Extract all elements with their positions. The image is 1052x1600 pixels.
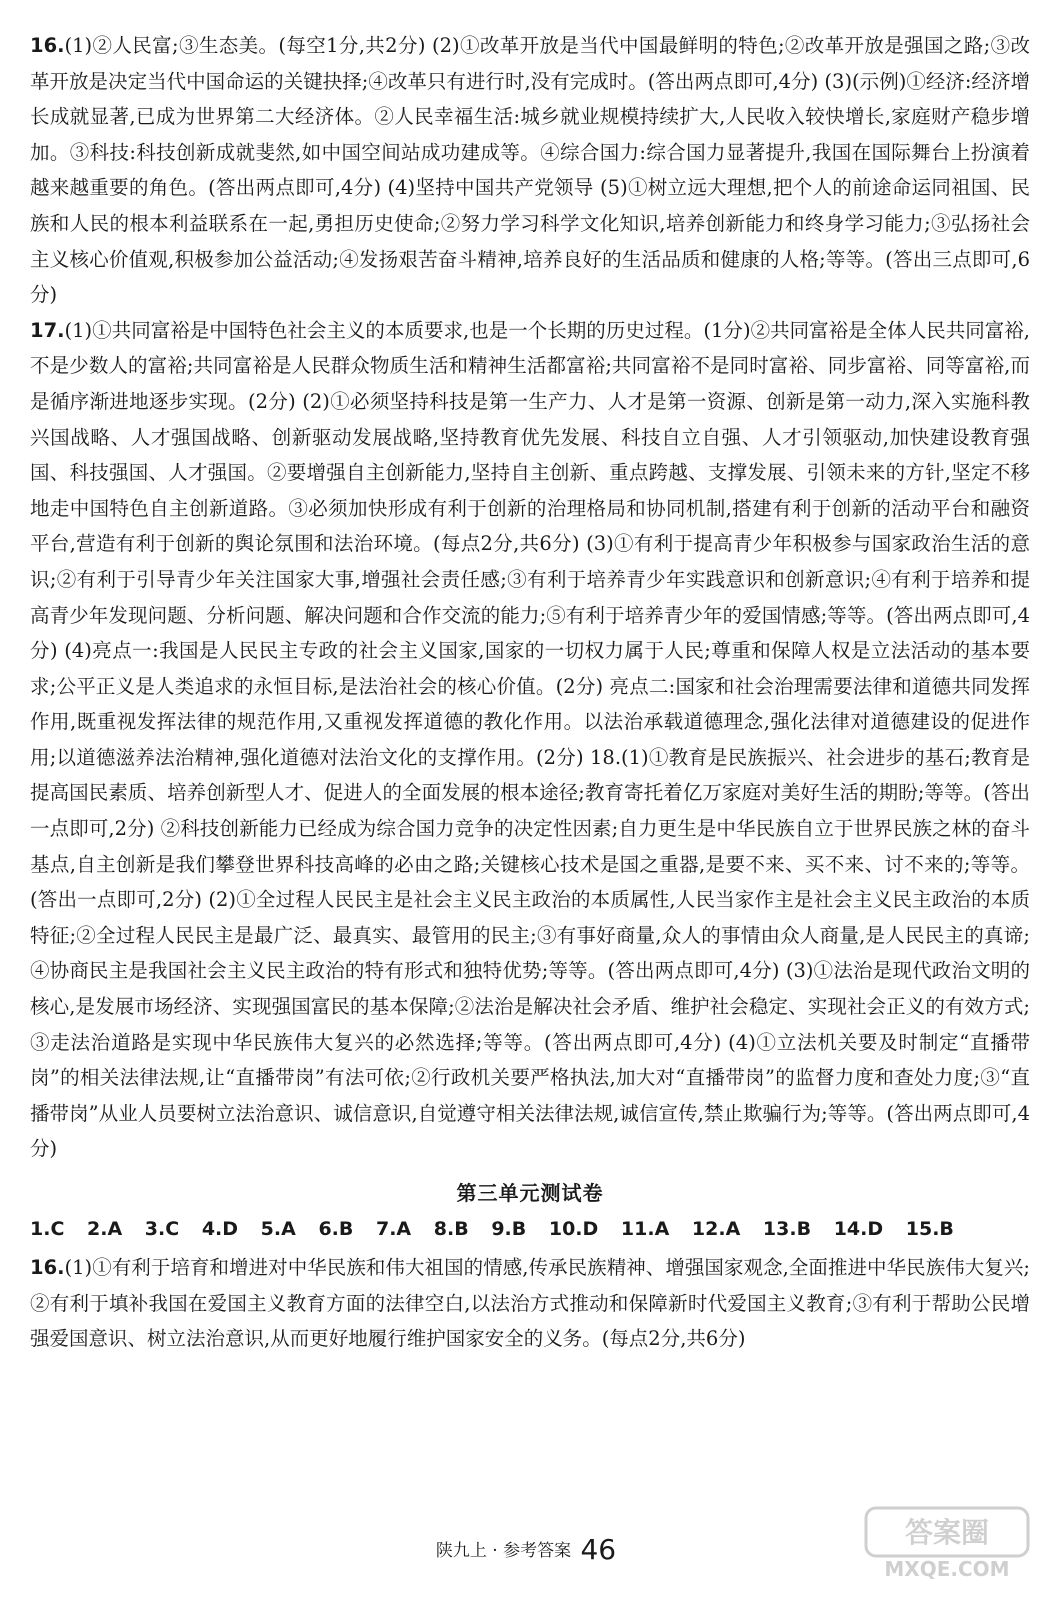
question-number: 16. [30,34,65,57]
mc-answer: 11.A [620,1218,670,1240]
mc-answer: 6.B [318,1218,354,1240]
mc-answer: 2.A [87,1218,123,1240]
watermark-url: MXQE.COM [884,1557,1010,1581]
watermark-logo-text: 答案圈 [904,1516,990,1549]
answer-text: (1)①有利于培育和增进对中华民族和伟大祖国的情感,传承民族精神、增强国家观念,全面推进中华民族伟大复兴;②有利于填补我国在爱国主义教育方面的法律空白,以法治方式推动和保障新时代爱国主义教育;③有利于帮助公民增强爱国意识、树立法治意识,从而更好地履行维护国家安全的义务。(每点2分,共6分) [30,1256,1030,1351]
multiple-choice-answers [30,1212,1030,1246]
mc-answer: 15.B [905,1218,954,1240]
mc-answer: 7.A [375,1218,412,1240]
watermark-logo-icon [862,1504,1032,1582]
answer-paragraph-17-18 [30,313,1030,1167]
answer-paragraph-16 [30,28,1030,313]
mc-answer: 3.C [144,1218,180,1240]
section-title: 第三单元测试卷 [456,1181,604,1205]
answer-paragraph-unit3-16 [30,1250,1030,1357]
page-number: 46 [580,1533,617,1566]
question-number: 17. [30,318,65,342]
mc-answer: 12.A [691,1218,741,1240]
mc-answer: 9.B [491,1218,527,1240]
question-number: 16. [30,1256,65,1279]
mc-answer: 8.B [433,1218,469,1240]
footer-label: 陕九上 · 参考答案 [435,1541,572,1561]
mc-answer: 5.A [260,1218,296,1240]
answer-text: (1)①共同富裕是中国特色社会主义的本质要求,也是一个长期的历史过程。(1分)②共同富裕是全体人民共同富裕,不是少数人的富裕;共同富裕是人民群众物质生活和精神生活都富裕;共同富裕不是同时富裕、同步富裕、同等富裕,而是循序渐进地逐步实现。(2分) (2)①必须坚持科技是第一生产力、人才是第一资源、创新是第一动力,深入实施科教兴国战略、人才强国战略、创新驱动发展战略,坚持教育优先发展、科技自立自强、人才引领驱动,加快建设教育强国、科技强国、人才强国。②要增强自主创新能力,坚持自主创新、重点跨越、支撑发展、引领未来的方针,坚定不移地走中国特色自主创新道路。③必须加快形成有利于创新的治理格局和协同机制,搭建有利于创新的活动平台和融资平台,营造有利于创新的舆论氛围和法治环境。(每点2分,共6分) (3)①有利于提高青少年积极参与国家政治生活的意识;②有利于引导青少年关注国家大事,增强社会责任感;③有利于培养青少年实践意识和创新意识;④有利于培养和提高青少年发现问题、分析问题、解决问题和合作交流的能力;⑤有利于培养青少年的爱国情感;等等。(答出两点即可,4分) (4)亮点一:我国是人民民主专政的社会主义国家,国家的一切权力属于人民;尊重和保障人权是立法活动的基本要求;公平正义是人类追求的永恒目标,是法治社会的核心价值。(2分) 亮点二:国家和社会治理需要法律和道德共同发挥作用,既重视发挥法律的规范作用,又重视发挥道德的教化作用。以法治承载道德理念,强化法律对道德建设的促进作用;以道德滋养法治精神,强化道德对法治文化的支撑作用。(2分) 18.(1)①教育是民族振兴、社会进步的基石;教育是提高国民素质、培养创新型人才、促进人的全面发展的根本途径;教育寄托着亿万家庭对美好生活的期盼;等等。(答出一点即可,2分) ②科技创新能力已经成为综合国力竞争的决定性因素;自力更生是中华民族自立于世界民族之林的奋斗基点,自主创新是我们攀登世界科技高峰的必由之路;关键核心技术是国之重器,是要不来、买不来、讨不来的;等等。(答出一点即可,2分) (2)①全过程人民民主是社会主义民主政治的本质属性,人民当家作主是社会主义民主政治的本质特征;②全过程人民民主是最广泛、最真实、最管用的民主;③有事好商量,众人的事情由众人商量,是人民民主的真谛;④协商民主是我国社会主义民主政治的特有形式和独特优势;等等。(答出两点即可,4分) (3)①法治是现代政治文明的核心,是发展市场经济、实现强国富民的基本保障;②法治是解决社会矛盾、维护社会稳定、实现社会正义的有效方式;③走法治道路是实现中华民族伟大复兴的必然选择;等等。(答出两点即可,4分) (4)①立法机关要及时制定“直播带岗”的相关法律法规,让“直播带岗”有法可依;②行政机关要严格执法,加大对“直播带岗”的监督力度和查处力度;③“直播带岗”从业人员要树立法治意识、诚信意识,自觉遵守相关法律法规,诚信宣传,禁止欺骗行为;等等。(答出两点即可,4分) [30,318,1030,1161]
mc-answer: 4.D [201,1218,239,1240]
mc-answer: 14.D [833,1218,884,1240]
mc-answer: 13.B [762,1218,812,1240]
mc-answer: 10.D [548,1218,599,1240]
mc-answer: 1.C [30,1218,65,1240]
answer-text: (1)②人民富;③生态美。(每空1分,共2分) (2)①改革开放是当代中国最鲜明的特色;②改革开放是强国之路;③改革开放是决定当代中国命运的关键抉择;④改革只有进行时,没有完成时。(答出两点即可,4分) (3)(示例)①经济:经济增长成就显著,已成为世界第二大经济体。②人民幸福生活:城乡就业规模持续扩大,人民收入较快增长,家庭财产稳步增加。③科技:科技创新成就斐然,如中国空间站成功建成等。④综合国力:综合国力显著提升,我国在国际舞台上扮演着越来越重要的角色。(答出两点即可,4分) (4)坚持中国共产党领导 (5)①树立远大理想,把个人的前途命运同祖国、民族和人民的根本利益联系在一起,勇担历史使命;②努力学习科学文化知识,培养创新能力和终身学习能力;③弘扬社会主义核心价值观,积极参加公益活动;④发扬艰苦奋斗精神,培养良好的生活品质和健康的人格;等等。(答出三点即可,6分) [30,34,1031,307]
